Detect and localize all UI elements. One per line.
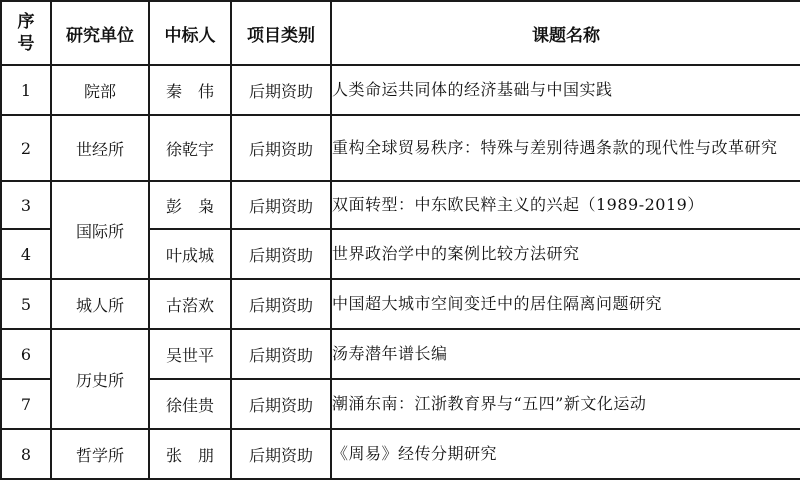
cell-seq: 8 [1,429,51,479]
table-row [1,329,800,379]
header-row [1,1,800,65]
cell-ptype: 后期资助 [231,379,331,429]
cell-topic: 潮涌东南：江浙教育界与“五四”新文化运动 [331,379,800,429]
header-person: 中标人 [149,1,231,65]
cell-person: 古菭欢 [149,279,231,329]
cell-unit: 国际所 [51,181,149,279]
cell-ptype: 后期资助 [231,279,331,329]
cell-ptype: 后期资助 [231,115,331,181]
table-row [1,65,800,115]
header-seq-line2: 号 [17,34,35,54]
cell-ptype: 后期资助 [231,429,331,479]
cell-ptype: 后期资助 [231,181,331,229]
header-unit: 研究单位 [51,1,149,65]
table-header [1,1,800,65]
cell-seq: 7 [1,379,51,429]
cell-seq: 5 [1,279,51,329]
cell-topic: 汤寿潜年谱长编 [331,329,800,379]
cell-unit: 世经所 [51,115,149,181]
cell-seq: 6 [1,329,51,379]
cell-unit: 院部 [51,65,149,115]
header-ptype: 项目类别 [231,1,331,65]
cell-topic: 世界政治学中的案例比较方法研究 [331,229,800,279]
cell-topic: 双面转型：中东欧民粹主义的兴起（1989-2019） [331,181,800,229]
cell-topic: 《周易》经传分期研究 [331,429,800,479]
cell-seq: 4 [1,229,51,279]
cell-person: 吴世平 [149,329,231,379]
cell-unit: 哲学所 [51,429,149,479]
cell-ptype: 后期资助 [231,329,331,379]
table-body [1,65,800,479]
cell-topic: 重构全球贸易秩序：特殊与差别待遇条款的现代性与改革研究 [331,115,800,181]
header-seq [1,1,51,65]
cell-person: 秦 伟 [149,65,231,115]
cell-person: 叶成城 [149,229,231,279]
cell-seq: 3 [1,181,51,229]
cell-topic: 人类命运共同体的经济基础与中国实践 [331,65,800,115]
cell-topic: 中国超大城市空间变迁中的居住隔离问题研究 [331,279,800,329]
cell-ptype: 后期资助 [231,229,331,279]
cell-seq: 1 [1,65,51,115]
cell-seq: 2 [1,115,51,181]
cell-person: 彭 枭 [149,181,231,229]
table-row [1,279,800,329]
cell-unit: 历史所 [51,329,149,429]
cell-person: 张 朋 [149,429,231,479]
cell-person: 徐乾宇 [149,115,231,181]
header-seq-line1: 序 [17,12,35,32]
header-topic: 课题名称 [331,1,800,65]
table-row [1,115,800,181]
table-row [1,429,800,479]
cell-unit: 城人所 [51,279,149,329]
table-row [1,181,800,229]
cell-person: 徐佳贵 [149,379,231,429]
cell-ptype: 后期资助 [231,65,331,115]
